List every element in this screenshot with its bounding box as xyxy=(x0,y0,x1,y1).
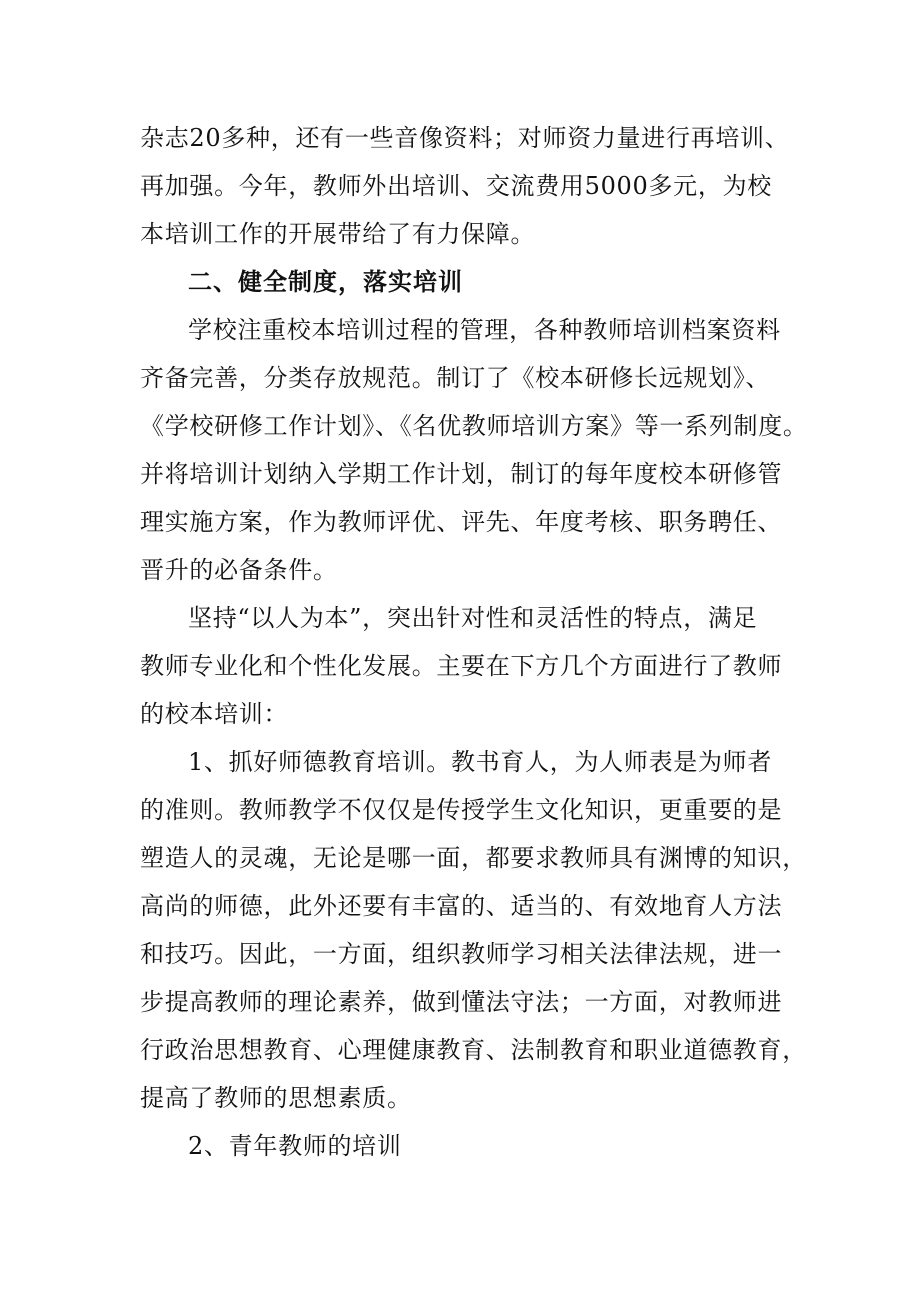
text-line: 的校本培训： xyxy=(140,700,289,728)
text-line: 教师专业化和个性化发展。主要在下方几个方面进行了教师 xyxy=(140,652,783,680)
text-line: 的准则。教师教学不仅仅是传授学生文化知识，更重要的是 xyxy=(140,796,783,824)
text-line: 理实施方案，作为教师评优、评先、年度考核、职务聘任、 xyxy=(140,508,783,536)
text-line: 杂志20多种，还有一些音像资料；对师资力量进行再培训、 xyxy=(140,124,790,152)
text-line: 步提高教师的理论素养，做到懂法守法；一方面，对教师进 xyxy=(140,988,783,1016)
document-body xyxy=(140,114,808,1170)
text-line: 并将培训计划纳入学期工作计划，制订的每年度校本研修管 xyxy=(140,460,783,488)
paragraph-first-line: 学校注重校本培训过程的管理，各种教师培训档案资料 xyxy=(188,316,781,344)
text-line: 晋升的必备条件。 xyxy=(140,556,338,584)
text-line: 和技巧。因此，一方面，组织教师学习相关法律法规，进一 xyxy=(140,940,783,968)
list-item-heading: 1、抓好师德教育培训。教书育人，为人师表是为师者 xyxy=(188,748,773,776)
text-line: 《学校研修工作计划》、《名优教师培训方案》等一系列制度。 xyxy=(140,412,808,440)
section-heading: 二、健全制度，落实培训 xyxy=(188,267,463,296)
paragraph-first-line: 坚持“以人为本”，突出针对性和灵活性的特点，满足 xyxy=(188,604,758,632)
text-line: 塑造人的灵魂，无论是哪一面，都要求教师具有渊博的知识， xyxy=(140,844,807,872)
text-line: 本培训工作的开展带给了有力保障。 xyxy=(140,220,536,248)
text-line: 高尚的师德，此外还要有丰富的、适当的、有效地育人方法 xyxy=(140,892,783,920)
text-line: 行政治思想教育、心理健康教育、法制教育和职业道德教育， xyxy=(140,1036,807,1064)
list-item-heading: 2、青年教师的培训 xyxy=(188,1132,402,1160)
text-line: 提高了教师的思想素质。 xyxy=(140,1084,412,1112)
text-line: 再加强。今年，教师外出培训、交流费用5000多元，为校 xyxy=(140,172,772,200)
text-line: 齐备完善，分类存放规范。制订了《校本研修长远规划》、 xyxy=(140,364,771,392)
